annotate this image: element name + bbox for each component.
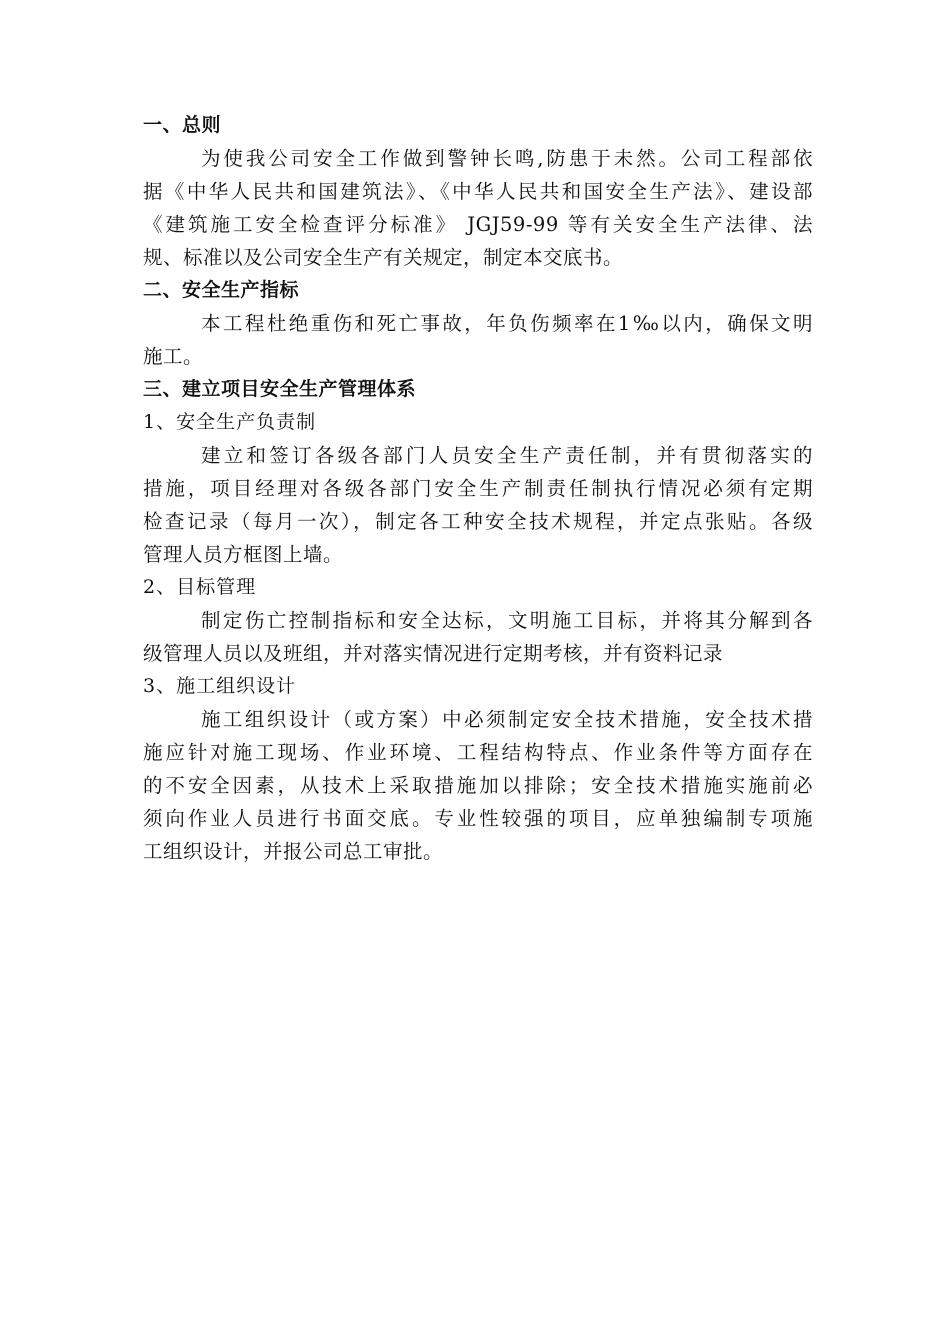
section-heading-management-system: 三、建立项目安全生产管理体系 (143, 378, 417, 400)
paragraph-line: 须向作业人员进行书面交底。专业性较强的项目，应单独编制专项施 (143, 807, 813, 830)
paragraph-general (143, 142, 813, 274)
paragraph-responsibility (143, 439, 813, 571)
paragraph-line: 施工组织设计（或方案）中必须制定安全技术措施，安全技术措 (201, 708, 813, 731)
paragraph-line: 本工程杜绝重伤和死亡事故，年负伤频率在1‰以内，确保文明 (201, 312, 813, 335)
paragraph-line: 级管理人员以及班组，并对落实情况进行定期考核，并有资料记录 (143, 642, 724, 665)
paragraph-safety-target (143, 307, 813, 373)
paragraph-line: 措施，项目经理对各级各部门安全生产制责任制执行情况必须有定期 (143, 477, 813, 500)
paragraph-line: 施工。 (143, 345, 204, 368)
paragraph-line: 《建筑施工安全检查评分标准》 JGJ59-99 等有关安全生产法律、法 (143, 213, 813, 236)
paragraph-line: 为使我公司安全工作做到警钟长鸣,防患于未然。公司工程部依 (201, 147, 813, 170)
paragraph-target-management (143, 604, 813, 670)
paragraph-line: 工组织设计，并报公司总工审批。 (143, 840, 444, 863)
paragraph-line: 据《中华人民共和国建筑法》、《中华人民共和国安全生产法》、建设部 (143, 180, 813, 203)
paragraph-line: 规、标准以及公司安全生产有关规定，制定本交底书。 (143, 246, 624, 269)
paragraph-construction-design (143, 703, 813, 868)
paragraph-line: 制定伤亡控制指标和安全达标，文明施工目标，并将其分解到各 (201, 609, 813, 632)
subsection-title-construction-design: 3、施工组织设计 (143, 675, 297, 697)
paragraph-line: 施应针对施工现场、作业环境、工程结构特点、作业条件等方面存在 (143, 741, 813, 764)
subsection-title-responsibility: 1、安全生产负责制 (143, 411, 317, 433)
paragraph-line: 检查记录（每月一次），制定各工种安全技术规程，并定点张贴。各级 (143, 510, 813, 533)
subsection-title-target-management: 2、目标管理 (143, 576, 257, 598)
paragraph-line: 的不安全因素，从技术上采取措施加以排除；安全技术措施实施前必 (143, 774, 813, 797)
section-heading-safety-target: 二、安全生产指标 (143, 279, 300, 301)
section-heading-general: 一、总则 (143, 114, 222, 136)
paragraph-line: 管理人员方框图上墙。 (143, 543, 344, 566)
document-body (143, 109, 813, 868)
paragraph-line: 建立和签订各级各部门人员安全生产责任制，并有贯彻落实的 (201, 444, 813, 467)
